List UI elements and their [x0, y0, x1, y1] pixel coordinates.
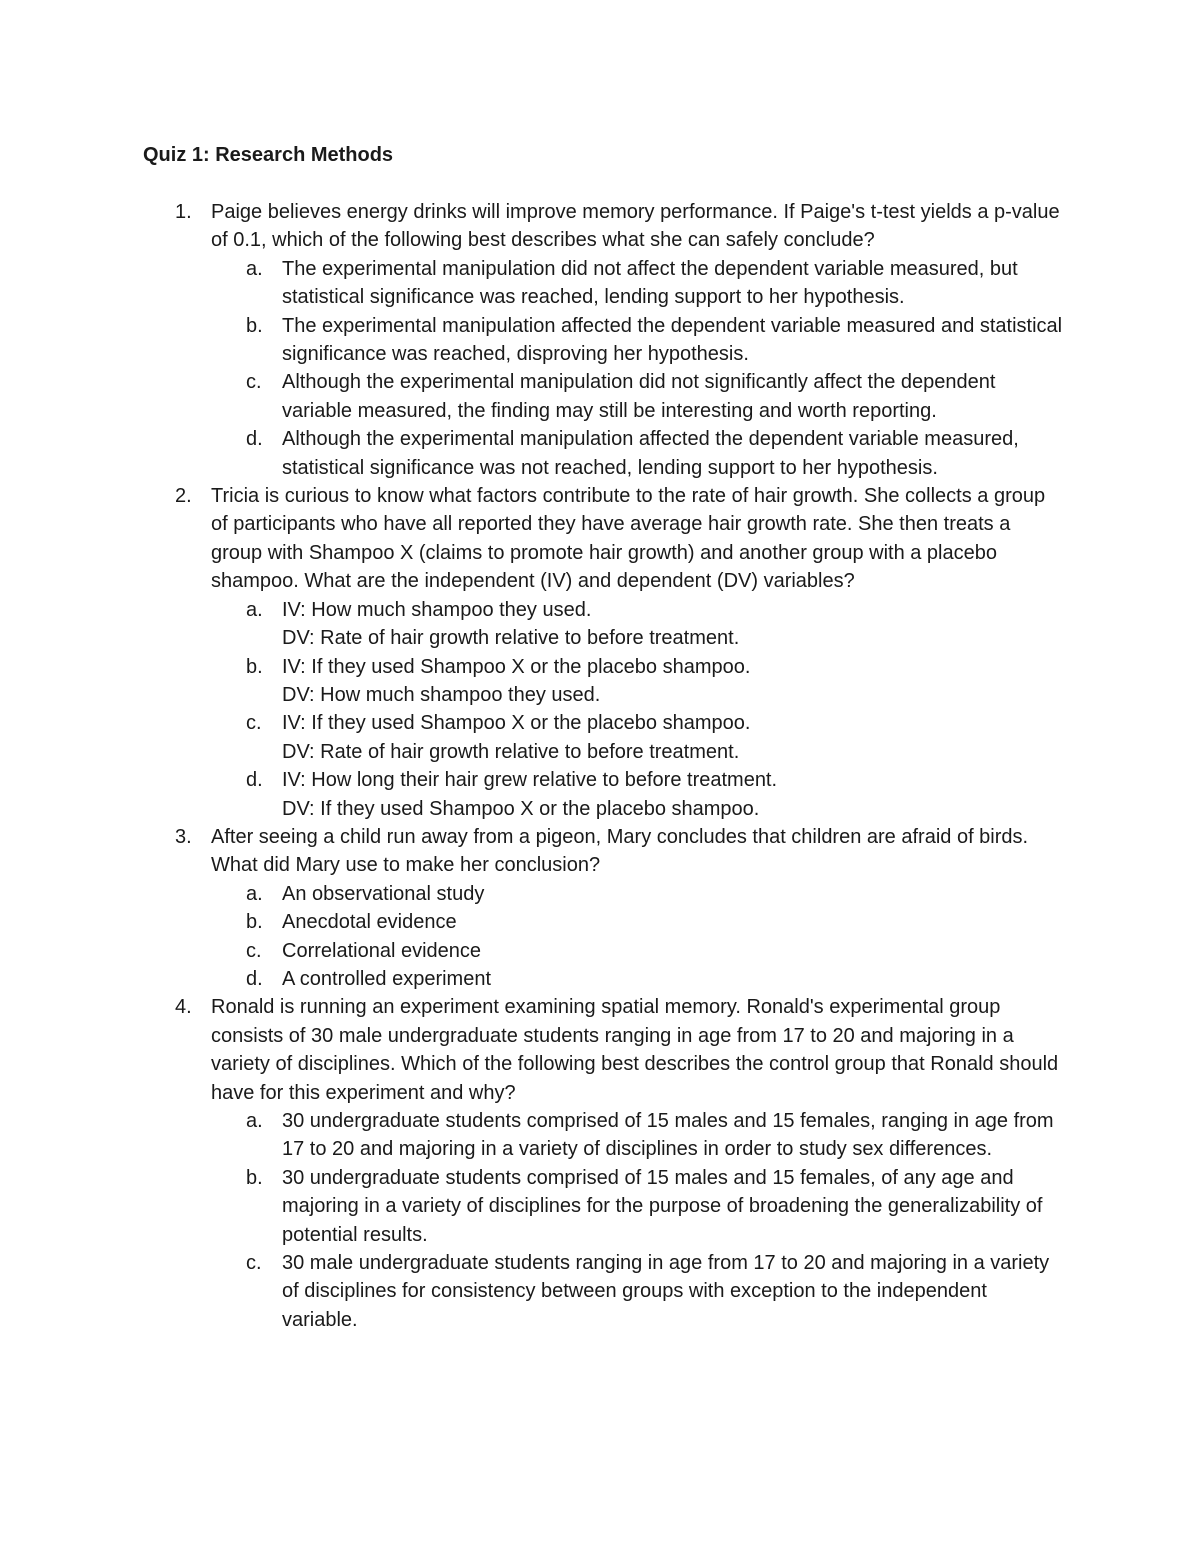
answer-option: [211, 880, 1063, 908]
option-text: IV: How long their hair grew relative to before treatment.: [282, 769, 778, 792]
option-letter: b.: [246, 655, 263, 678]
answer-option: [211, 425, 1063, 482]
option-text: IV: If they used Shampoo X or the placebo shampoo.: [282, 712, 751, 735]
answer-option: [211, 709, 1063, 766]
option-text: The experimental manipulation affected the dependent variable measured and statistical significance was reached, disproving her hypothesis.: [282, 314, 1063, 366]
option-text: IV: If they used Shampoo X or the placebo shampoo.: [282, 655, 751, 678]
question-number: 3.: [175, 825, 192, 848]
answer-option: [211, 965, 1063, 993]
option-text: DV: How much shampoo they used.: [282, 683, 601, 706]
answer-option: [211, 312, 1063, 369]
option-letter: b.: [246, 1166, 263, 1189]
answer-option: [211, 596, 1063, 653]
answer-option: [211, 368, 1063, 425]
question-number: 2.: [175, 485, 192, 508]
answer-options: [211, 880, 1063, 994]
option-text: DV: Rate of hair growth relative to before treatment.: [282, 740, 740, 763]
question-item: [143, 482, 1063, 823]
answer-option: [211, 766, 1063, 823]
option-text: 30 male undergraduate students ranging in age from 17 to 20 and majoring in a variety of disciplines for consistency between groups with exception to the independent variable.: [282, 1252, 1050, 1331]
answer-option: [211, 1164, 1063, 1249]
option-letter: b.: [246, 314, 263, 337]
document-title: Quiz 1: Research Methods: [143, 144, 394, 166]
option-letter: c.: [246, 371, 262, 394]
question-item: [143, 198, 1063, 482]
question-item: [143, 993, 1063, 1334]
question-text: Paige believes energy drinks will improve memory performance. If Paige's t-test yields a p-value of 0.1, which of the following best describes what she can safely conclude?: [211, 201, 1060, 252]
question-list: [143, 198, 1063, 1334]
question-text: After seeing a child run away from a pigeon, Mary concludes that children are afraid of birds. What did Mary use to make her conclusion?: [211, 825, 1029, 877]
answer-option: [211, 908, 1063, 936]
answer-options: [211, 1107, 1063, 1334]
option-text: A controlled experiment: [282, 967, 492, 990]
answer-option: [211, 653, 1063, 710]
option-text: The experimental manipulation did not affect the dependent variable measured, but statistical significance was reached, lending support to her hypothesis.: [282, 257, 1018, 309]
option-letter: c.: [246, 939, 262, 962]
option-text: IV: How much shampoo they used.: [282, 598, 592, 621]
option-letter: d.: [246, 428, 263, 451]
question-text: Ronald is running an experiment examining spatial memory. Ronald's experimental group consists of 30 male undergraduate students ranging in age from 17 to 20 and majoring in a variety of disciplines. Which of the following best describes the control group that Ronald should have for this experiment and why?: [211, 996, 1059, 1104]
question-number: 4.: [175, 996, 192, 1019]
option-letter: d.: [246, 967, 263, 990]
option-text: Although the experimental manipulation affected the dependent variable measured, statistical significance was not reached, lending support to her hypothesis.: [282, 428, 1019, 479]
answer-options: [211, 596, 1063, 823]
question-text: Tricia is curious to know what factors contribute to the rate of hair growth. She collects a group of participants who have all reported they have average hair growth rate. She then treats a group with Shampoo X (claims to promote hair growth) and another group with a placebo shampoo. What are the independent (IV) and dependent (DV) variables?: [211, 485, 1046, 593]
option-letter: c.: [246, 712, 262, 735]
question-number: 1.: [175, 201, 192, 223]
option-text: Correlational evidence: [282, 939, 482, 962]
option-letter: a.: [246, 1110, 263, 1132]
option-text: DV: If they used Shampoo X or the placebo shampoo.: [282, 797, 760, 820]
option-letter: a.: [246, 257, 263, 280]
option-letter: a.: [246, 882, 263, 905]
answer-options: [211, 255, 1063, 482]
answer-option: [211, 255, 1063, 312]
option-text: An observational study: [282, 882, 485, 905]
option-letter: a.: [246, 598, 263, 621]
option-letter: c.: [246, 1252, 262, 1275]
option-text: 30 undergraduate students comprised of 15 males and 15 females, ranging in age from 17 to 20 and majoring in a variety of disciplines in order to study sex differences.: [282, 1110, 1054, 1161]
option-letter: d.: [246, 769, 263, 792]
option-letter: b.: [246, 911, 263, 934]
answer-option: [211, 937, 1063, 965]
option-text: Anecdotal evidence: [282, 911, 457, 934]
option-text: Although the experimental manipulation did not significantly affect the dependent variable measured, the finding may still be interesting and worth reporting.: [282, 371, 996, 422]
answer-option: [211, 1249, 1063, 1334]
answer-option: [211, 1107, 1063, 1164]
question-item: [143, 823, 1063, 993]
option-text: 30 undergraduate students comprised of 15 males and 15 females, of any age and majoring in a variety of disciplines for the purpose of broadening the generalizability of potential results.: [282, 1166, 1043, 1246]
option-text: DV: Rate of hair growth relative to before treatment.: [282, 627, 740, 650]
